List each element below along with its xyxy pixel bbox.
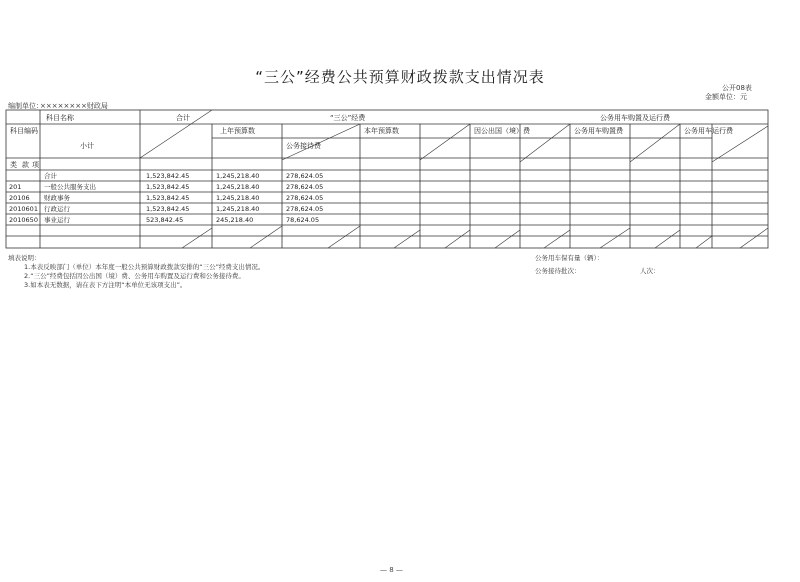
header-item: 款	[22, 161, 29, 169]
header-sum: 小计	[80, 142, 94, 150]
table-cell-v2: 1,245,218.40	[216, 183, 260, 191]
form-number: 公开08表	[722, 84, 752, 92]
table-cell-v2: 245,218.40	[216, 216, 254, 224]
header-sub: 项	[32, 161, 39, 169]
table-cell-v3: 78,624.05	[286, 216, 320, 224]
header-code: 科目编码	[10, 127, 38, 135]
header-vehicle: 公务用车购置及运行费	[600, 114, 670, 122]
header-budget-year: 上年预算数	[220, 127, 255, 135]
table-cell-v1: 1,523,842.45	[146, 194, 190, 202]
header-current-year: 本年预算数	[364, 127, 399, 135]
org-label: 编制单位：	[8, 102, 43, 110]
table-cell-name: 合计	[44, 172, 57, 180]
right-note-1: 公务用车保有量（辆）：	[535, 254, 604, 262]
table-cell-v3: 278,624.05	[286, 172, 324, 180]
table-cell-v1: 1,523,842.45	[146, 183, 190, 191]
expenditure-table	[0, 102, 800, 252]
table-cell-name: 行政运行	[44, 205, 70, 213]
header-total: 合计	[176, 114, 190, 122]
table-cell-v2: 1,245,218.40	[216, 205, 260, 213]
notes-label: 填表说明：	[8, 254, 41, 262]
header-class: 类	[10, 161, 17, 169]
header-travel: 因公出国（境）费	[474, 127, 530, 135]
table-cell-v2: 1,245,218.40	[216, 172, 260, 180]
table-cell-code: 2010601	[9, 205, 38, 213]
table-cell-v1: 1,523,842.45	[146, 172, 190, 180]
right-note-2: 公务接待批次：	[535, 267, 581, 275]
page-title: “三公”经费公共预算财政拨款支出情况表	[255, 68, 545, 86]
note-2: 2.“三公”经费包括因公出国（境）费、公务用车购置及运行费和公务接待费。	[24, 272, 245, 280]
header-subject: 科目名称	[46, 114, 74, 122]
page-number: — 8 —	[380, 566, 403, 574]
table-cell-v1: 1,523,842.45	[146, 205, 190, 213]
table-cell-name: 事业运行	[44, 216, 70, 224]
table-cell-v3: 278,624.05	[286, 194, 324, 202]
note-3: 3.如本表无数据，请在表下方注明“本单位无该项支出”。	[24, 281, 187, 289]
org-name: ××××××××财政局	[40, 102, 108, 110]
header-vehicle-buy: 公务用车购置费	[574, 127, 623, 135]
header-vehicle-run: 公务用车运行费	[684, 127, 733, 135]
table-cell-v2: 1,245,218.40	[216, 194, 260, 202]
table-cell-v1: 523,842.45	[146, 216, 184, 224]
table-cell-v3: 278,624.05	[286, 183, 324, 191]
header-public-funds: “三公”经费	[330, 114, 366, 122]
unit-note: 金额单位：元	[705, 93, 747, 101]
table-cell-code: 201	[9, 183, 22, 191]
table-cell-code: 20106	[9, 194, 30, 202]
right-note-3: 人次：	[640, 267, 660, 275]
table-cell-code: 2010650	[9, 216, 38, 224]
note-1: 1.本表反映部门（单位）本年度一般公共预算财政拨款安排的“三公”经费支出情况。	[24, 263, 265, 271]
table-cell-name: 财政事务	[44, 194, 70, 202]
header-reception: 公务接待费	[286, 142, 321, 150]
table-cell-v3: 278,624.05	[286, 205, 324, 213]
table-cell-name: 一般公共服务支出	[44, 183, 96, 191]
